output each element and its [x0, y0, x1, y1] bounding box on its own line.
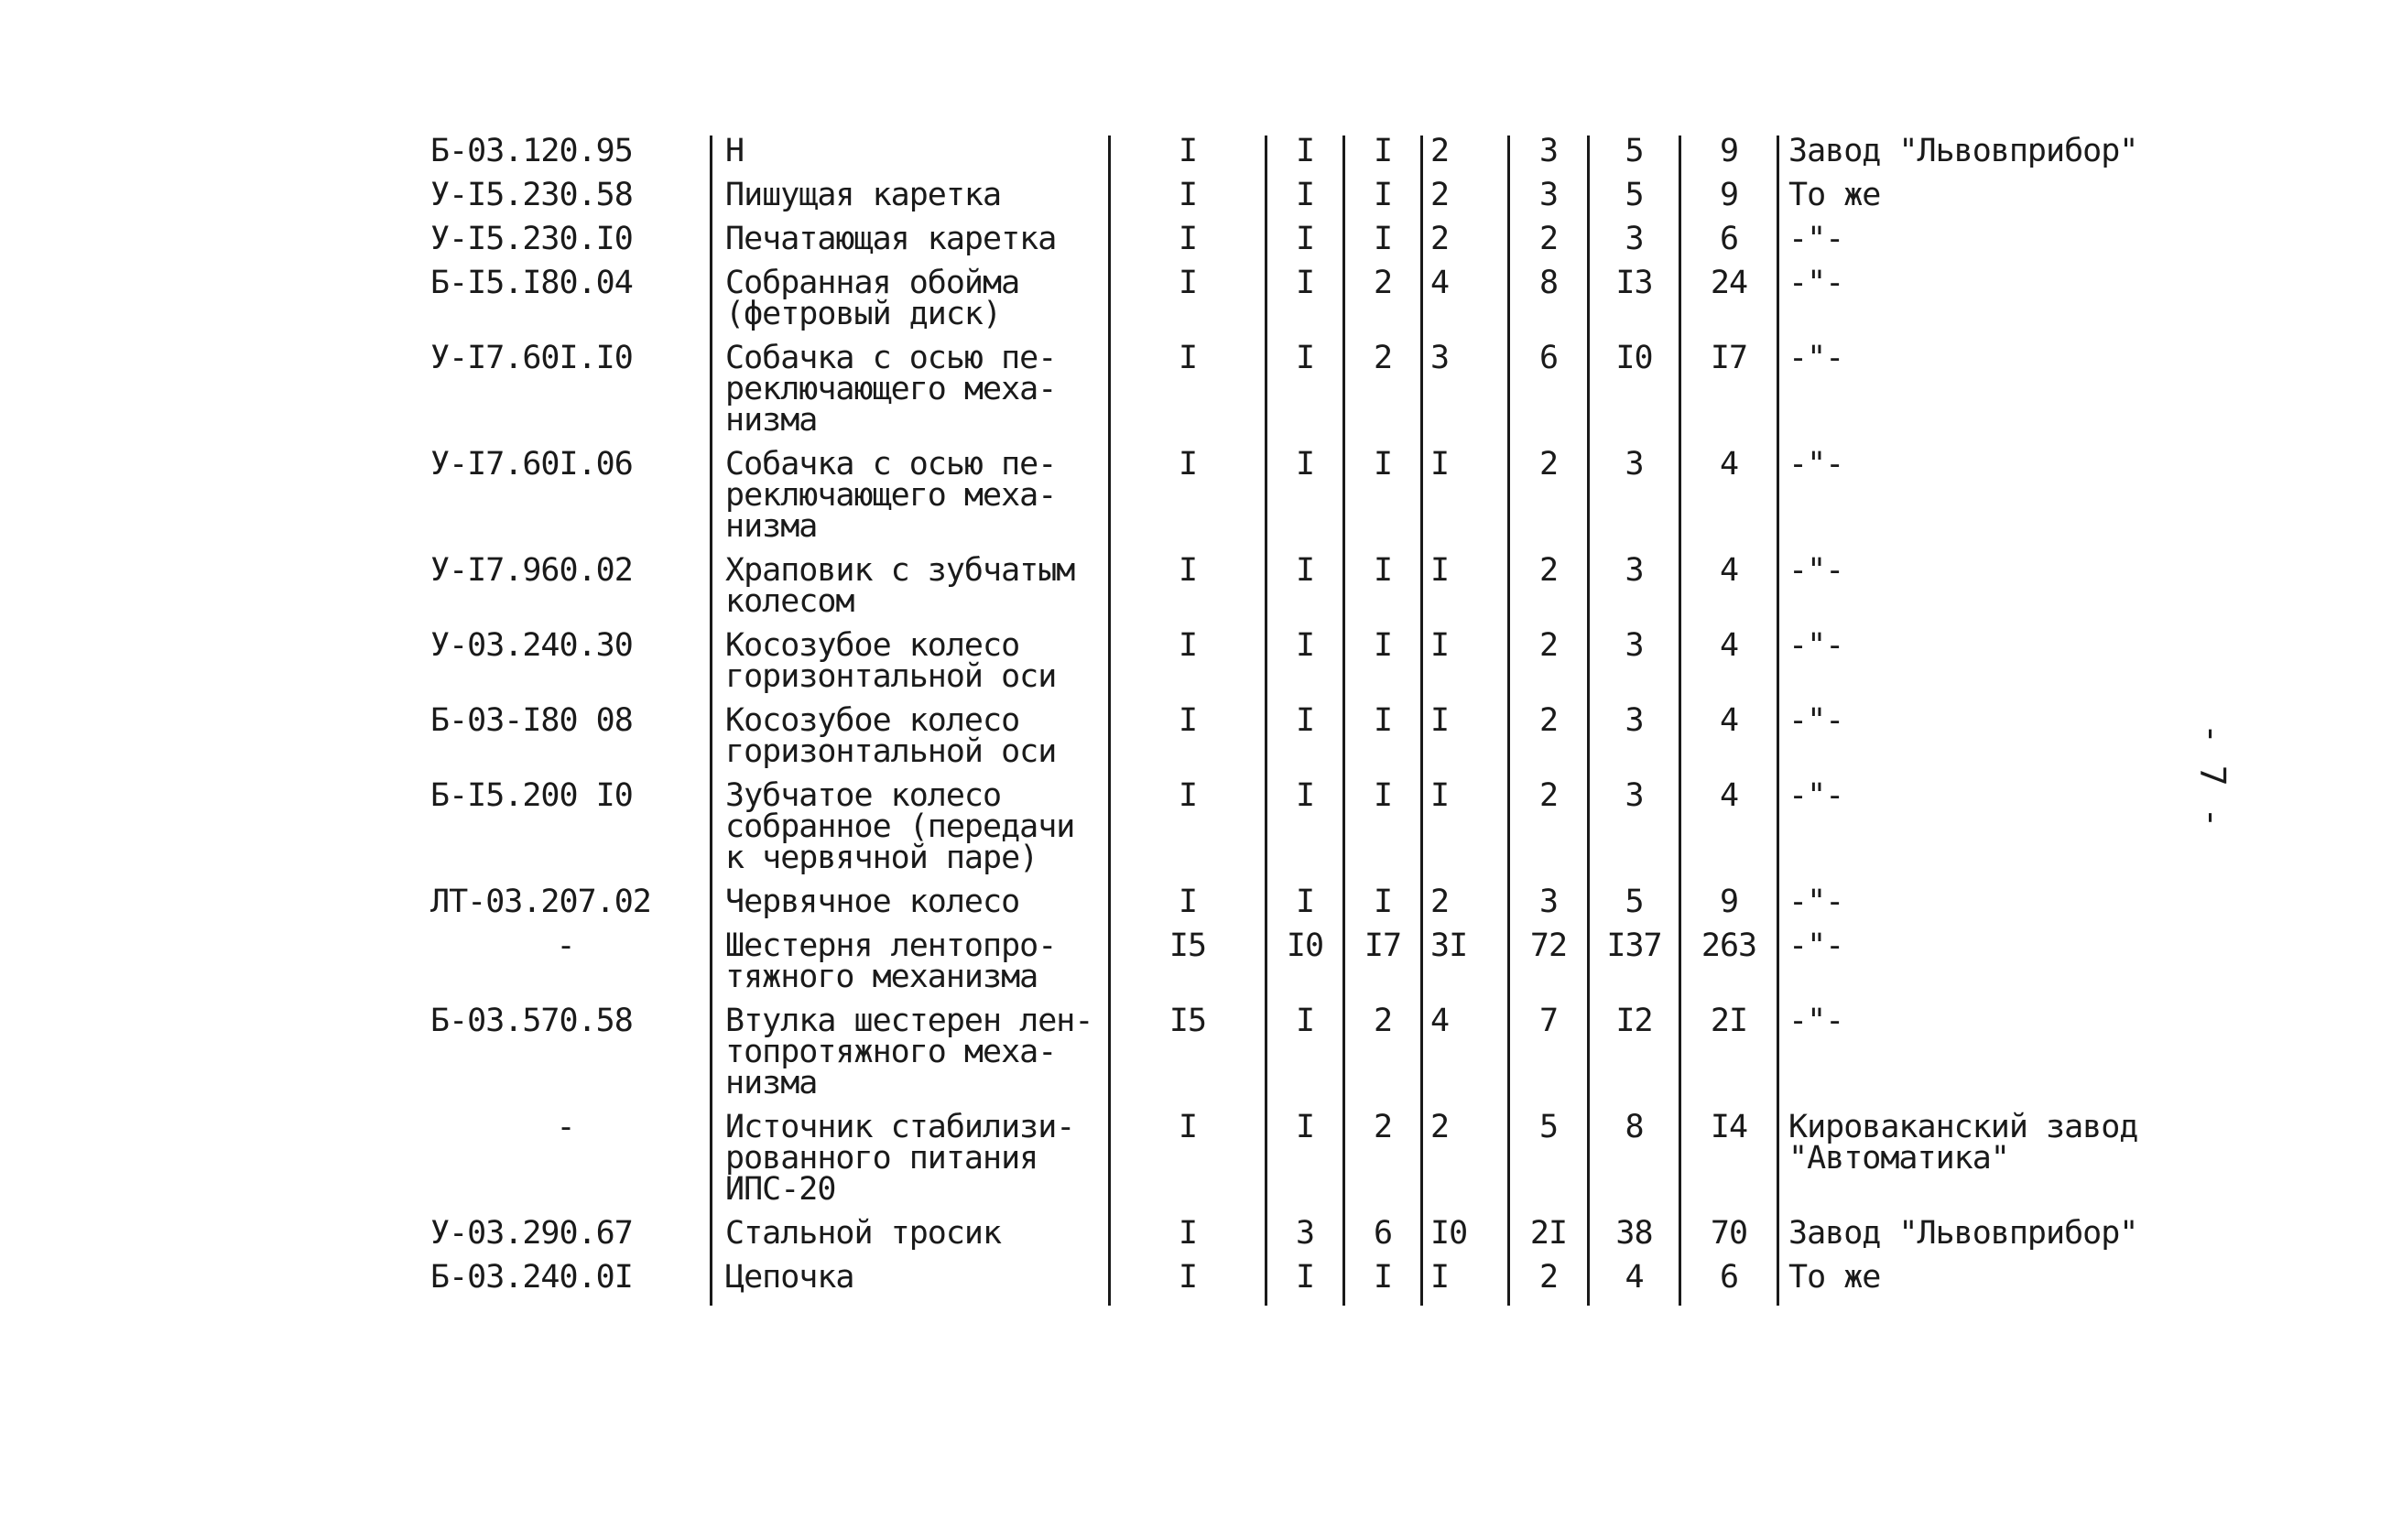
quantity-cell: I	[1422, 449, 1509, 555]
part-name-cell: Источник стабилизи- рованного питания ИПС-20	[712, 1112, 1110, 1218]
part-name-cell: Косозубое колесо горизонтальной оси	[712, 705, 1110, 780]
part-code-cell: У-I5.230.58	[430, 177, 633, 213]
part-name-cell: Храповик с зубчатым колесом	[712, 555, 1110, 630]
quantity-cell: 3	[1589, 223, 1680, 267]
part-code-cell: Б-03.570.58	[430, 1003, 633, 1039]
part-code-cell: У-03.240.30	[430, 627, 633, 664]
quantity-cell: 9	[1680, 136, 1778, 179]
quantity-cell: I	[1110, 886, 1266, 930]
table-row	[430, 1005, 2191, 1112]
quantity-cell: I	[1110, 1112, 1266, 1218]
manufacturer-cell: -"-	[1778, 780, 2192, 886]
part-name-cell: Собачка с осью пе- реключающего меха- низма	[712, 342, 1110, 449]
quantity-cell: I	[1344, 630, 1422, 705]
quantity-cell: 2	[1422, 223, 1509, 267]
quantity-cell: I	[1110, 136, 1266, 179]
part-name-cell: Н	[712, 136, 1110, 179]
quantity-cell: I	[1266, 267, 1344, 342]
quantity-cell: I4	[1680, 1112, 1778, 1218]
part-name-cell: Зубчатое колесо собранное (передачи к червячной паре)	[712, 780, 1110, 886]
part-code-cell: У-I5.230.I0	[430, 221, 633, 257]
quantity-cell: I	[1344, 179, 1422, 223]
quantity-cell: 263	[1680, 930, 1778, 1005]
quantity-cell: I7	[1680, 342, 1778, 449]
manufacturer-cell: -"-	[1778, 886, 2192, 930]
quantity-cell: 3	[1589, 780, 1680, 886]
quantity-cell: I	[1344, 223, 1422, 267]
quantity-cell: I	[1344, 136, 1422, 179]
quantity-cell: 8	[1589, 1112, 1680, 1218]
quantity-cell: 24	[1680, 267, 1778, 342]
quantity-cell: 5	[1589, 136, 1680, 179]
quantity-cell: I	[1266, 1005, 1344, 1112]
quantity-cell: I	[1266, 449, 1344, 555]
quantity-cell: 3	[1509, 136, 1589, 179]
table-row	[430, 1218, 2191, 1262]
quantity-cell: I	[1422, 1262, 1509, 1306]
quantity-cell: I	[1344, 886, 1422, 930]
quantity-cell: 6	[1509, 342, 1589, 449]
part-code-cell: У-I7.60I.06	[430, 446, 633, 483]
parts-table	[430, 133, 2191, 1306]
quantity-cell: I	[1266, 342, 1344, 449]
table-row	[430, 630, 2191, 705]
quantity-cell: I	[1422, 630, 1509, 705]
quantity-cell: 3	[1589, 555, 1680, 630]
part-code-cell: Б-03.120.95	[430, 133, 633, 169]
table-row	[430, 179, 2191, 223]
quantity-cell: I	[1266, 223, 1344, 267]
quantity-cell: 7	[1509, 1005, 1589, 1112]
quantity-cell: 4	[1589, 1262, 1680, 1306]
part-code-cell: У-I7.960.02	[430, 552, 633, 589]
quantity-cell: 2	[1344, 342, 1422, 449]
quantity-cell: 72	[1509, 930, 1589, 1005]
part-code-cell: Б-I5.200 I0	[430, 777, 633, 814]
quantity-cell: 6	[1680, 1262, 1778, 1306]
quantity-cell: I	[1344, 705, 1422, 780]
part-name-cell: Стальной тросик	[712, 1218, 1110, 1262]
quantity-cell: I	[1110, 780, 1266, 886]
manufacturer-cell: -"-	[1778, 630, 2192, 705]
quantity-cell: 9	[1680, 179, 1778, 223]
quantity-cell: 9	[1680, 886, 1778, 930]
part-code-cell: Б-I5.I80.04	[430, 265, 633, 301]
quantity-cell: I	[1344, 780, 1422, 886]
quantity-cell: 2I	[1680, 1005, 1778, 1112]
quantity-cell: I	[1344, 449, 1422, 555]
manufacturer-cell: То же	[1778, 1262, 2192, 1306]
quantity-cell: 70	[1680, 1218, 1778, 1262]
quantity-cell: I0	[1422, 1218, 1509, 1262]
page-number: - 7 -	[2192, 723, 2233, 829]
part-name-cell: Печатающая каретка	[712, 223, 1110, 267]
manufacturer-cell: -"-	[1778, 449, 2192, 555]
quantity-cell: I37	[1589, 930, 1680, 1005]
manufacturer-cell: -"-	[1778, 705, 2192, 780]
quantity-cell: 6	[1344, 1218, 1422, 1262]
quantity-cell: 5	[1589, 886, 1680, 930]
quantity-cell: I	[1110, 223, 1266, 267]
table-row	[430, 1262, 2191, 1306]
quantity-cell: I	[1110, 267, 1266, 342]
quantity-cell: 2	[1422, 136, 1509, 179]
quantity-cell: 3	[1589, 449, 1680, 555]
quantity-cell: 4	[1680, 780, 1778, 886]
table-row	[430, 886, 2191, 930]
manufacturer-cell: -"-	[1778, 342, 2192, 449]
quantity-cell: 3I	[1422, 930, 1509, 1005]
part-name-cell: Косозубое колесо горизонтальной оси	[712, 630, 1110, 705]
manufacturer-cell: -"-	[1778, 930, 2192, 1005]
quantity-cell: 3	[1509, 179, 1589, 223]
quantity-cell: I	[1266, 630, 1344, 705]
quantity-cell: 5	[1589, 179, 1680, 223]
table-row	[430, 705, 2191, 780]
quantity-cell: 2	[1509, 780, 1589, 886]
quantity-cell: 2	[1422, 1112, 1509, 1218]
manufacturer-cell: -"-	[1778, 1005, 2192, 1112]
quantity-cell: I	[1266, 179, 1344, 223]
table-row	[430, 1112, 2191, 1218]
quantity-cell: 2	[1509, 449, 1589, 555]
quantity-cell: I	[1266, 555, 1344, 630]
quantity-cell: I	[1266, 1262, 1344, 1306]
quantity-cell: 2	[1344, 1112, 1422, 1218]
quantity-cell: 2	[1509, 1262, 1589, 1306]
quantity-cell: I	[1110, 342, 1266, 449]
quantity-cell: 3	[1266, 1218, 1344, 1262]
quantity-cell: 2	[1509, 705, 1589, 780]
quantity-cell: I	[1266, 886, 1344, 930]
quantity-cell: I	[1110, 449, 1266, 555]
quantity-cell: 2	[1509, 223, 1589, 267]
part-name-cell: Собачка с осью пе- реключающего меха- низма	[712, 449, 1110, 555]
quantity-cell: I	[1344, 555, 1422, 630]
quantity-cell: I	[1110, 1218, 1266, 1262]
quantity-cell: I	[1422, 705, 1509, 780]
part-name-cell: Червячное колесо	[712, 886, 1110, 930]
parts-table-body	[430, 133, 2191, 1306]
quantity-cell: 4	[1680, 555, 1778, 630]
part-code-cell: Б-03.240.0I	[430, 1259, 633, 1296]
quantity-cell: 3	[1509, 886, 1589, 930]
quantity-cell: 8	[1509, 267, 1589, 342]
quantity-cell: 2	[1509, 630, 1589, 705]
table-row	[430, 555, 2191, 630]
quantity-cell: I7	[1344, 930, 1422, 1005]
quantity-cell: 2	[1344, 267, 1422, 342]
quantity-cell: I	[1266, 136, 1344, 179]
quantity-cell: 3	[1589, 705, 1680, 780]
quantity-cell: I0	[1266, 930, 1344, 1005]
quantity-cell: I2	[1589, 1005, 1680, 1112]
part-name-cell: Пишущая каретка	[712, 179, 1110, 223]
manufacturer-cell: Завод "Львовприбор"	[1778, 1218, 2192, 1262]
quantity-cell: 4	[1422, 267, 1509, 342]
table-row	[430, 136, 2191, 179]
table-row	[430, 342, 2191, 449]
manufacturer-cell: -"-	[1778, 555, 2192, 630]
quantity-cell: I5	[1110, 930, 1266, 1005]
table-row	[430, 267, 2191, 342]
manufacturer-cell: Завод "Львовприбор"	[1778, 136, 2192, 179]
quantity-cell: I	[1266, 705, 1344, 780]
table-row	[430, 780, 2191, 886]
quantity-cell: 4	[1680, 449, 1778, 555]
part-name-cell: Втулка шестерен лен- топротяжного меха- низма	[712, 1005, 1110, 1112]
manufacturer-cell: -"-	[1778, 223, 2192, 267]
quantity-cell: 2	[1422, 886, 1509, 930]
part-name-cell: Собранная обойма (фетровый диск)	[712, 267, 1110, 342]
table-row	[430, 223, 2191, 267]
quantity-cell: 2	[1422, 179, 1509, 223]
quantity-cell: 3	[1422, 342, 1509, 449]
quantity-cell: 6	[1680, 223, 1778, 267]
manufacturer-cell: То же	[1778, 179, 2192, 223]
quantity-cell: I	[1344, 1262, 1422, 1306]
quantity-cell: 4	[1680, 630, 1778, 705]
quantity-cell: 4	[1680, 705, 1778, 780]
table-row	[430, 930, 2191, 1005]
quantity-cell: I	[1110, 630, 1266, 705]
quantity-cell: I	[1110, 555, 1266, 630]
quantity-cell: 2	[1509, 555, 1589, 630]
part-code-cell: -	[556, 1109, 575, 1145]
quantity-cell: 3	[1589, 630, 1680, 705]
quantity-cell: 38	[1589, 1218, 1680, 1262]
part-name-cell: Цепочка	[712, 1262, 1110, 1306]
quantity-cell: 2	[1344, 1005, 1422, 1112]
part-code-cell: ЛТ-03.207.02	[430, 884, 651, 920]
manufacturer-cell: Кироваканский завод "Автоматика"	[1778, 1112, 2192, 1218]
quantity-cell: 5	[1509, 1112, 1589, 1218]
quantity-cell: I	[1110, 705, 1266, 780]
part-name-cell: Шестерня лентопро- тяжного механизма	[712, 930, 1110, 1005]
quantity-cell: I	[1422, 780, 1509, 886]
quantity-cell: I	[1266, 1112, 1344, 1218]
quantity-cell: 4	[1422, 1005, 1509, 1112]
quantity-cell: I0	[1589, 342, 1680, 449]
quantity-cell: I5	[1110, 1005, 1266, 1112]
quantity-cell: I	[1110, 1262, 1266, 1306]
quantity-cell: I	[1422, 555, 1509, 630]
quantity-cell: 2I	[1509, 1218, 1589, 1262]
quantity-cell: I	[1110, 179, 1266, 223]
manufacturer-cell: -"-	[1778, 267, 2192, 342]
part-code-cell: У-03.290.67	[430, 1215, 633, 1252]
part-code-cell: -	[556, 927, 575, 964]
quantity-cell: I	[1266, 780, 1344, 886]
part-code-cell: У-I7.60I.I0	[430, 340, 633, 376]
part-code-cell: Б-03-I80 08	[430, 702, 633, 739]
table-row	[430, 449, 2191, 555]
quantity-cell: I3	[1589, 267, 1680, 342]
